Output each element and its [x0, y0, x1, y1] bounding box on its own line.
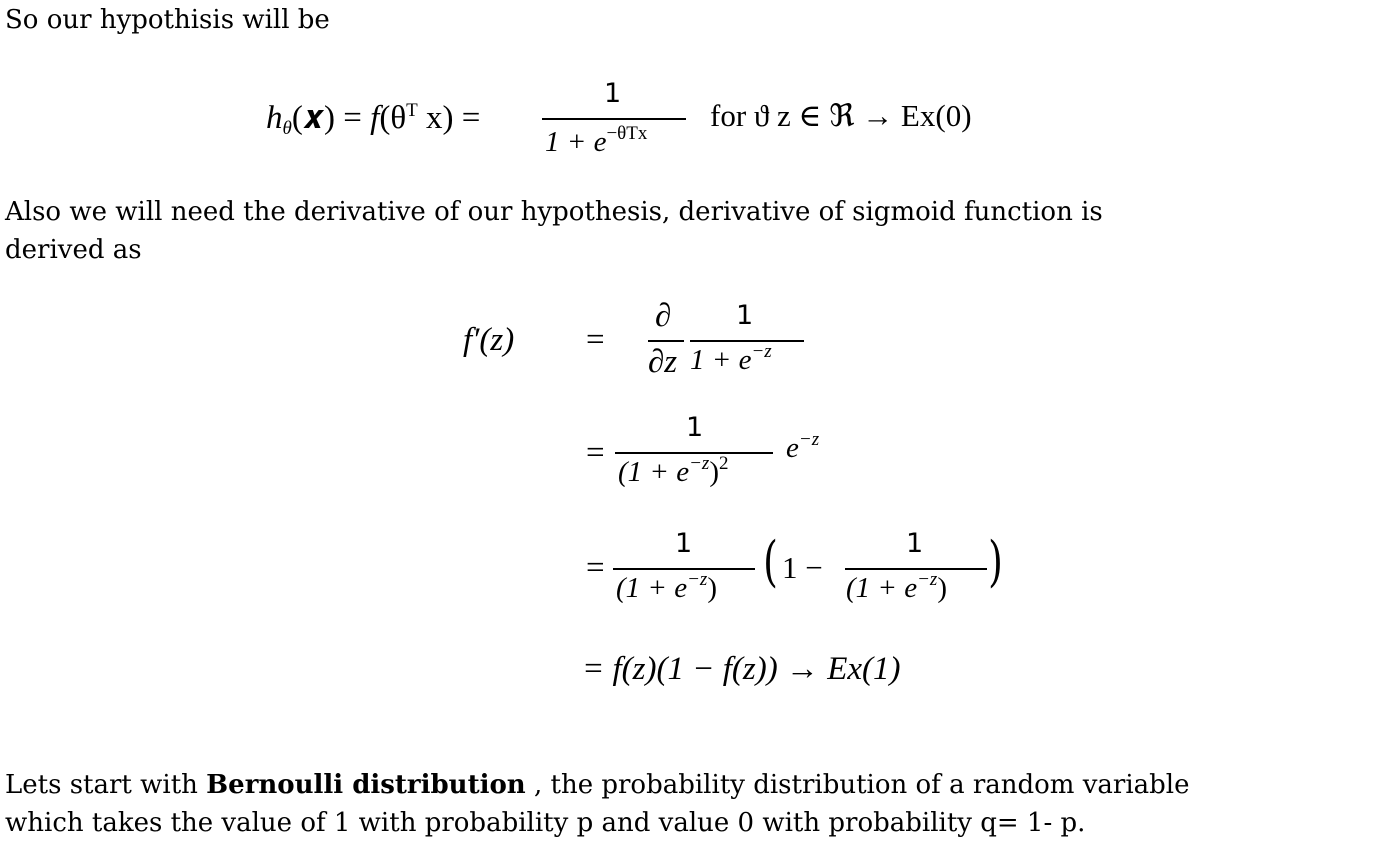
row2-factor: $e^{-z}$: [786, 429, 820, 464]
derivative-intro-text: Also we will need the derivative of our hypothesis, derivative of sigmoid function is derived as: [5, 197, 1103, 265]
row1-denominator: $1 + e^{-z}$: [690, 341, 772, 376]
right-big-paren: ): [988, 530, 1003, 593]
hypothesis-fraction-bar: [542, 118, 686, 120]
row3-fraction-bar: [613, 568, 755, 570]
intro-text: So our hypothisis will be: [5, 5, 330, 35]
row1-fraction-bar: [690, 340, 804, 342]
row3-inner-denominator: $(1 + e^{-z})$: [846, 569, 947, 604]
row3-one-minus: 1 −: [782, 550, 823, 585]
derivation-equals-3: =: [586, 550, 605, 586]
row2-denominator: $(1 + e^{-z})^2$: [618, 453, 729, 488]
derivation-equals-2: =: [586, 435, 605, 471]
hypothesis-numerator: 1: [604, 78, 622, 109]
row3-inner-fraction-bar: [845, 568, 987, 570]
left-big-paren: (: [763, 530, 778, 593]
partial-denominator: ∂z: [648, 344, 678, 380]
derivative-lhs: f′(z): [463, 322, 515, 358]
row3-inner-numerator: 1: [906, 528, 924, 559]
row3-denominator: $(1 + e^{-z})$: [616, 569, 717, 604]
hypothesis-denominator: $1 + e^{-\theta Tx}$: [545, 123, 648, 158]
bernoulli-text: Lets start with Bernoulli distribution , the probability distribution of a random variable which takes the value of 1 with probability p and value 0 with probability q= 1- p.: [5, 770, 1190, 838]
row2-numerator: 1: [686, 412, 704, 443]
partial-numerator: ∂: [655, 298, 672, 334]
hypothesis-condition: for ϑ z ∈ ℜ → Ex(0): [710, 98, 972, 133]
derivation-equals-1: =: [586, 322, 605, 358]
row1-numerator: 1: [736, 300, 754, 331]
derivation-result: = f(z)(1 − f(z)) → Ex(1): [582, 651, 901, 687]
bernoulli-term: Bernoulli distribution: [206, 770, 526, 800]
hypothesis-lhs: hθ(𝒙) = $f(\theta^T$ x) =: [266, 100, 481, 139]
partial-fraction-bar: [648, 340, 684, 342]
row3-numerator: 1: [675, 528, 693, 559]
